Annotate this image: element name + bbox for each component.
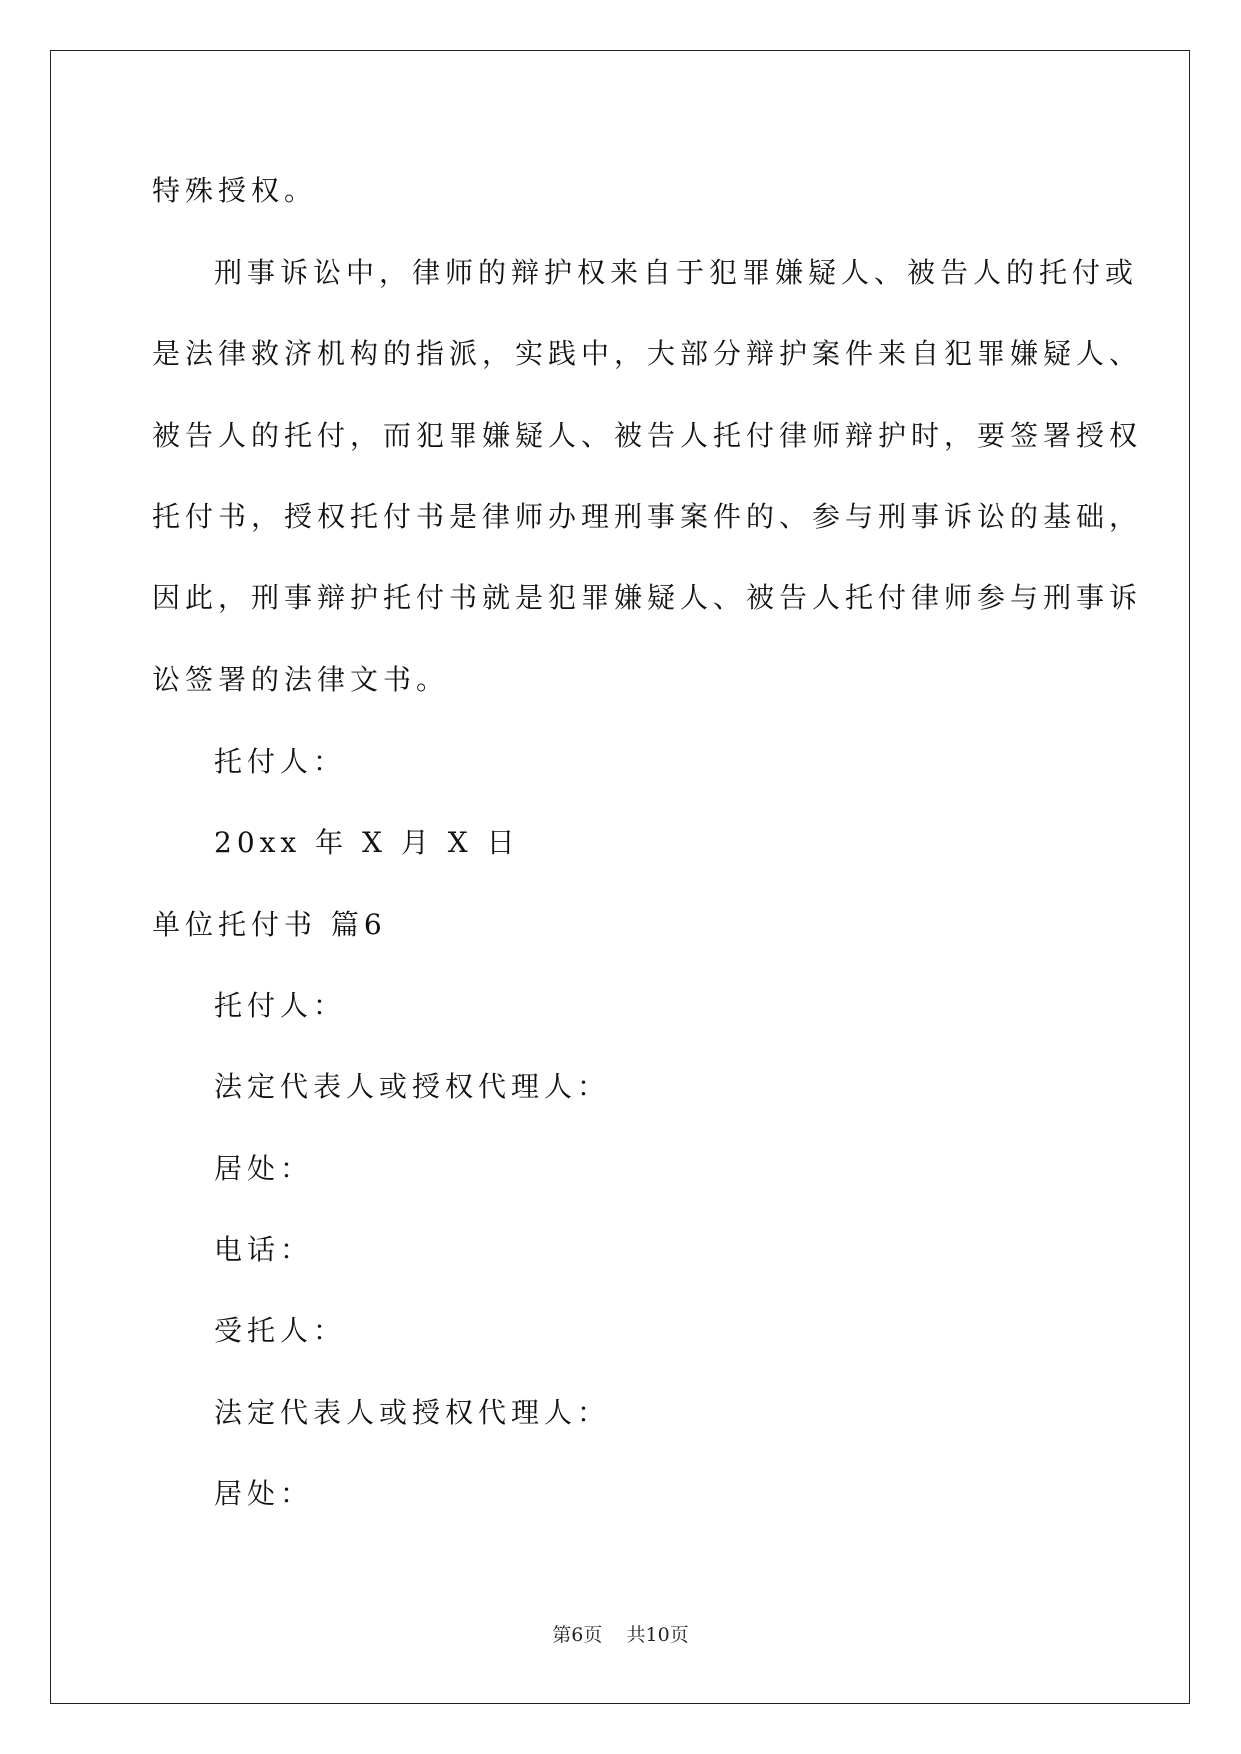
field-label: 居处： xyxy=(214,1477,314,1510)
field-label: 受托人： xyxy=(214,1314,347,1347)
paragraph-line: 特殊授权。 xyxy=(152,174,318,207)
page-total: 共10页 xyxy=(626,1624,689,1646)
field-label: 法定代表人或授权代理人： xyxy=(214,1070,611,1103)
paragraph-line: 刑事诉讼中，律师的辩护权来自于犯罪嫌疑人、被告人的托付或 xyxy=(214,256,1139,289)
field-label: 电话： xyxy=(214,1233,314,1266)
signature-label: 托付人： xyxy=(214,745,347,778)
date-line: 20xx 年 X 月 X 日 xyxy=(214,826,520,859)
section-heading: 单位托付书 篇6 xyxy=(152,908,387,941)
field-label: 居处： xyxy=(214,1152,314,1185)
paragraph-line: 是法律救济机构的指派，实践中，大部分辩护案件来自犯罪嫌疑人、 xyxy=(152,337,1143,370)
paragraph-line: 托付书，授权托付书是律师办理刑事案件的、参与刑事诉讼的基础， xyxy=(152,500,1143,533)
page-footer xyxy=(0,1622,1241,1648)
field-label: 托付人： xyxy=(214,989,347,1022)
field-label: 法定代表人或授权代理人： xyxy=(214,1396,611,1429)
paragraph-line: 被告人的托付，而犯罪嫌疑人、被告人托付律师辩护时，要签署授权 xyxy=(152,419,1143,452)
page-number: 第6页 xyxy=(552,1624,603,1646)
paragraph-line: 因此，刑事辩护托付书就是犯罪嫌疑人、被告人托付律师参与刑事诉 xyxy=(152,581,1143,614)
page-border xyxy=(50,50,1190,1704)
paragraph-line: 讼签署的法律文书。 xyxy=(152,663,450,696)
